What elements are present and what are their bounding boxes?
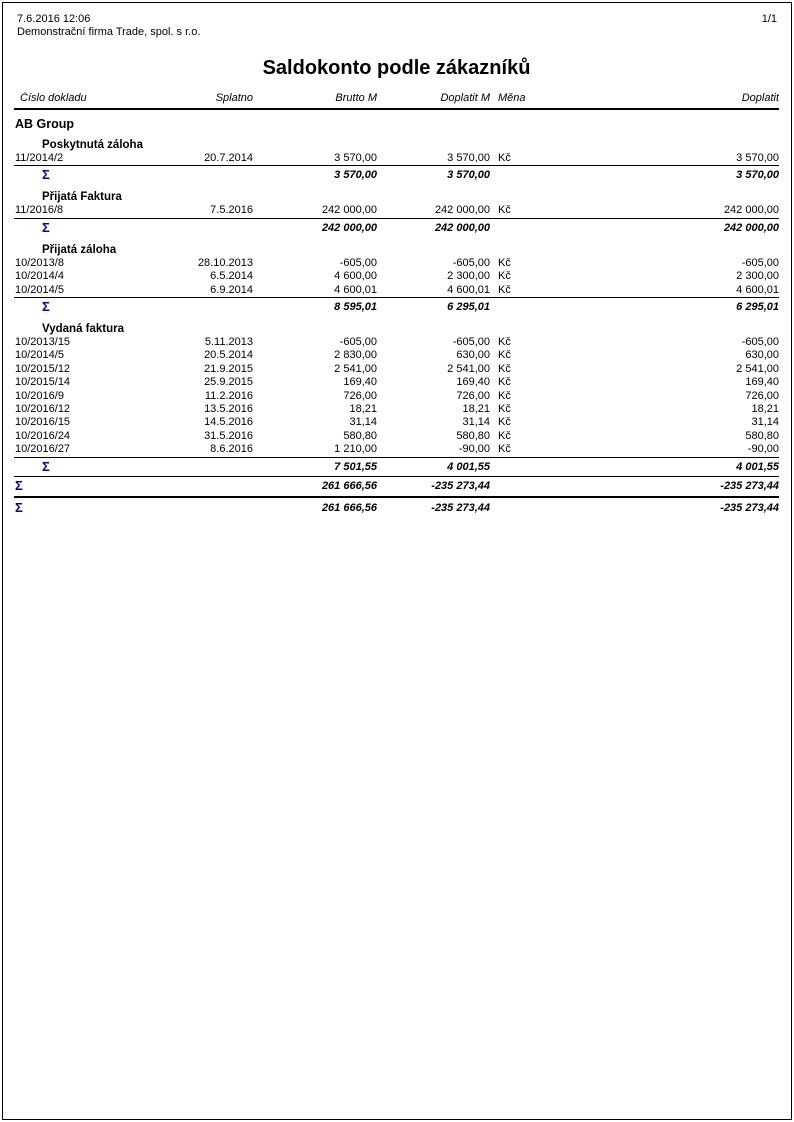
- cell-doc-number: 10/2014/4: [15, 270, 64, 283]
- cell-empty: [490, 479, 548, 493]
- group-total-doplatit-m: -235 273,44: [431, 479, 490, 492]
- cell-due-date: 20.7.2014: [204, 152, 253, 164]
- document-type-title: Poskytnutá záloha: [42, 139, 143, 151]
- cell-due-date: 31.5.2016: [204, 429, 253, 442]
- cell-doplatit: 3 570,00: [736, 152, 779, 164]
- cell-empty: [490, 460, 548, 474]
- report-title: Saldokonto podle zákazníků: [262, 57, 531, 79]
- cell-currency: Kč: [498, 283, 511, 296]
- cell-brutto: 4 600,01: [334, 283, 377, 296]
- table-row: [14, 363, 779, 376]
- cell-currency: Kč: [498, 349, 511, 362]
- column-header-currency: Měna: [498, 92, 526, 104]
- cell-brutto: 2 830,00: [334, 349, 377, 362]
- cell-doplatit-m: 18,21: [462, 403, 490, 416]
- cell-doc-number: 11/2014/2: [15, 152, 64, 164]
- company-name: Demonstrační firma Trade, spol. s r.o.: [17, 26, 201, 38]
- page-number: 1/1: [761, 13, 777, 25]
- cell-doplatit-m: -605,00: [452, 256, 490, 269]
- cell-empty: [124, 479, 253, 493]
- cell-currency: Kč: [498, 429, 511, 442]
- cell-brutto: 1 210,00: [334, 443, 377, 456]
- document-type-title: Vydaná faktura: [42, 323, 125, 336]
- grand-total-doplatit: -235 273,44: [720, 501, 779, 514]
- sum-doplatit: 6 295,01: [736, 301, 779, 314]
- cell-due-date: 25.9.2015: [204, 376, 253, 389]
- table-row: [14, 152, 779, 166]
- sigma-icon: Σ: [42, 300, 50, 315]
- cell-doplatit: -90,00: [747, 443, 779, 456]
- table-row: [14, 403, 779, 416]
- cell-brutto: 4 600,00: [334, 270, 377, 283]
- sum-doplatit-m: 3 570,00: [447, 169, 490, 182]
- cell-doplatit-m: 169,40: [456, 376, 490, 389]
- cell-due-date: 20.5.2014: [204, 349, 253, 362]
- table-row: [14, 336, 779, 349]
- cell-empty: [124, 460, 253, 474]
- cell-doc-number: 10/2015/12: [15, 362, 71, 375]
- cell-currency: Kč: [498, 443, 511, 456]
- sum-brutto: 8 595,01: [334, 301, 377, 314]
- cell-due-date: 21.9.2015: [204, 362, 253, 375]
- section-sum-row: [14, 298, 779, 316]
- cell-doplatit: 169,40: [745, 376, 779, 389]
- cell-doc-number: 10/2014/5: [15, 349, 64, 362]
- cell-currency: Kč: [498, 152, 511, 164]
- cell-doplatit-m: 2 541,00: [447, 362, 490, 375]
- table-row: [14, 284, 779, 298]
- sum-doplatit-m: 4 001,55: [447, 460, 490, 473]
- cell-doplatit: 726,00: [745, 389, 779, 402]
- sum-brutto: 3 570,00: [334, 169, 377, 182]
- cell-doc-number: 10/2016/15: [15, 416, 71, 429]
- cell-currency: Kč: [498, 256, 511, 269]
- cell-doc-number: 10/2013/8: [15, 256, 64, 269]
- cell-empty: [490, 501, 548, 515]
- cell-currency: Kč: [498, 376, 511, 389]
- cell-brutto: 242 000,00: [321, 204, 377, 217]
- cell-doplatit: -605,00: [741, 336, 779, 349]
- cell-empty: [124, 501, 253, 515]
- cell-empty: [124, 221, 253, 235]
- cell-doplatit-m: 726,00: [456, 389, 490, 402]
- report-datetime: 7.6.2016 12:06: [17, 13, 91, 25]
- cell-doc-number: 11/2016/8: [15, 204, 64, 217]
- column-header-due-date: Splatno: [215, 92, 253, 104]
- cell-doplatit-m: 2 300,00: [447, 270, 490, 283]
- cell-due-date: 6.9.2014: [210, 283, 253, 296]
- sigma-icon: Σ: [42, 168, 50, 183]
- table-row: [14, 430, 779, 443]
- cell-currency: Kč: [498, 416, 511, 429]
- cell-doc-number: 10/2016/12: [15, 403, 71, 416]
- cell-due-date: 14.5.2016: [204, 416, 253, 429]
- cell-due-date: 7.5.2016: [210, 204, 253, 217]
- sigma-icon: Σ: [42, 459, 50, 474]
- group-total-row: [14, 476, 779, 498]
- table-row: [14, 390, 779, 403]
- cell-due-date: 11.2.2016: [204, 389, 253, 402]
- cell-empty: [124, 300, 253, 314]
- cell-empty: [490, 221, 548, 235]
- cell-doc-number: 10/2014/5: [15, 283, 64, 296]
- sigma-icon: Σ: [42, 220, 50, 235]
- cell-currency: Kč: [498, 204, 511, 217]
- cell-doplatit: 630,00: [745, 349, 779, 362]
- sigma-icon: Σ: [15, 478, 23, 493]
- cell-empty: [490, 168, 548, 182]
- cell-doc-number: 10/2016/9: [15, 389, 64, 402]
- cell-doplatit: 242 000,00: [723, 204, 779, 217]
- cell-brutto: 3 570,00: [334, 152, 377, 164]
- cell-brutto: 169,40: [343, 376, 377, 389]
- table-row: [14, 270, 779, 283]
- document-type-title: Přijatá Faktura: [42, 191, 122, 204]
- column-header-brutto: Brutto M: [335, 92, 377, 104]
- cell-due-date: 6.5.2014: [210, 270, 253, 283]
- cell-doplatit: 2 300,00: [736, 270, 779, 283]
- cell-doplatit: 580,80: [745, 429, 779, 442]
- cell-currency: Kč: [498, 362, 511, 375]
- section-sum-row: [14, 166, 779, 184]
- cell-due-date: 8.6.2016: [210, 443, 253, 456]
- cell-doplatit: 2 541,00: [736, 362, 779, 375]
- group-total-doplatit: -235 273,44: [720, 479, 779, 492]
- cell-doplatit-m: 4 600,01: [447, 283, 490, 296]
- page-frame: [2, 2, 792, 1120]
- table-row: [14, 349, 779, 362]
- cell-doplatit-m: 3 570,00: [447, 152, 490, 164]
- sum-doplatit: 3 570,00: [736, 169, 779, 182]
- cell-brutto: 18,21: [349, 403, 377, 416]
- table-body: [14, 117, 779, 517]
- column-header-doplatit: Doplatit: [741, 92, 779, 104]
- grand-total-brutto: 261 666,56: [321, 501, 377, 514]
- cell-currency: Kč: [498, 403, 511, 416]
- cell-brutto: 2 541,00: [334, 362, 377, 375]
- document-type-title: Přijatá záloha: [42, 243, 117, 256]
- cell-brutto: 726,00: [343, 389, 377, 402]
- cell-doc-number: 10/2016/24: [15, 429, 71, 442]
- cell-currency: Kč: [498, 336, 511, 349]
- cell-currency: Kč: [498, 389, 511, 402]
- cell-doplatit-m: 580,80: [456, 429, 490, 442]
- sum-doplatit: 4 001,55: [736, 460, 779, 473]
- table-row: [14, 443, 779, 457]
- group-total-brutto: 261 666,56: [321, 479, 377, 492]
- report-header-left: [14, 13, 200, 39]
- cell-doplatit: 4 600,01: [736, 283, 779, 296]
- cell-doc-number: 10/2013/15: [15, 336, 71, 349]
- cell-doplatit-m: 242 000,00: [434, 204, 490, 217]
- sum-brutto: 7 501,55: [334, 460, 377, 473]
- column-header-doplatit-m: Doplatit M: [440, 92, 490, 104]
- cell-doplatit: 18,21: [751, 403, 779, 416]
- grand-total-doplatit-m: -235 273,44: [431, 501, 490, 514]
- cell-doplatit-m: 630,00: [456, 349, 490, 362]
- cell-due-date: 13.5.2016: [204, 403, 253, 416]
- cell-doplatit: 31,14: [751, 416, 779, 429]
- cell-doc-number: 10/2016/27: [15, 443, 71, 456]
- table-header-row: [14, 92, 779, 110]
- table-row: [14, 204, 779, 218]
- cell-brutto: -605,00: [339, 336, 377, 349]
- cell-due-date: 5.11.2013: [204, 336, 253, 349]
- cell-brutto: 580,80: [343, 429, 377, 442]
- cell-brutto: -605,00: [339, 256, 377, 269]
- table-row: [14, 416, 779, 429]
- section-sum-row: [14, 458, 779, 476]
- customer-group-name: AB Group: [15, 117, 75, 131]
- cell-doplatit-m: -605,00: [452, 336, 490, 349]
- sum-doplatit-m: 242 000,00: [434, 221, 490, 234]
- cell-empty: [124, 168, 253, 182]
- cell-currency: Kč: [498, 270, 511, 283]
- sigma-icon: Σ: [15, 500, 23, 515]
- report-header: [14, 13, 779, 39]
- table-row: [14, 376, 779, 389]
- table-row: [14, 257, 779, 270]
- grand-total-row: [14, 498, 779, 517]
- cell-doplatit: -605,00: [741, 256, 779, 269]
- cell-doplatit-m: 31,14: [462, 416, 490, 429]
- sum-doplatit: 242 000,00: [723, 221, 779, 234]
- sum-doplatit-m: 6 295,01: [447, 301, 490, 314]
- column-header-doc-number: Číslo dokladu: [20, 92, 87, 104]
- cell-doc-number: 10/2015/14: [15, 376, 71, 389]
- cell-brutto: 31,14: [349, 416, 377, 429]
- cell-empty: [490, 300, 548, 314]
- sum-brutto: 242 000,00: [321, 221, 377, 234]
- cell-due-date: 28.10.2013: [197, 256, 253, 269]
- section-sum-row: [14, 219, 779, 237]
- cell-doplatit-m: -90,00: [458, 443, 490, 456]
